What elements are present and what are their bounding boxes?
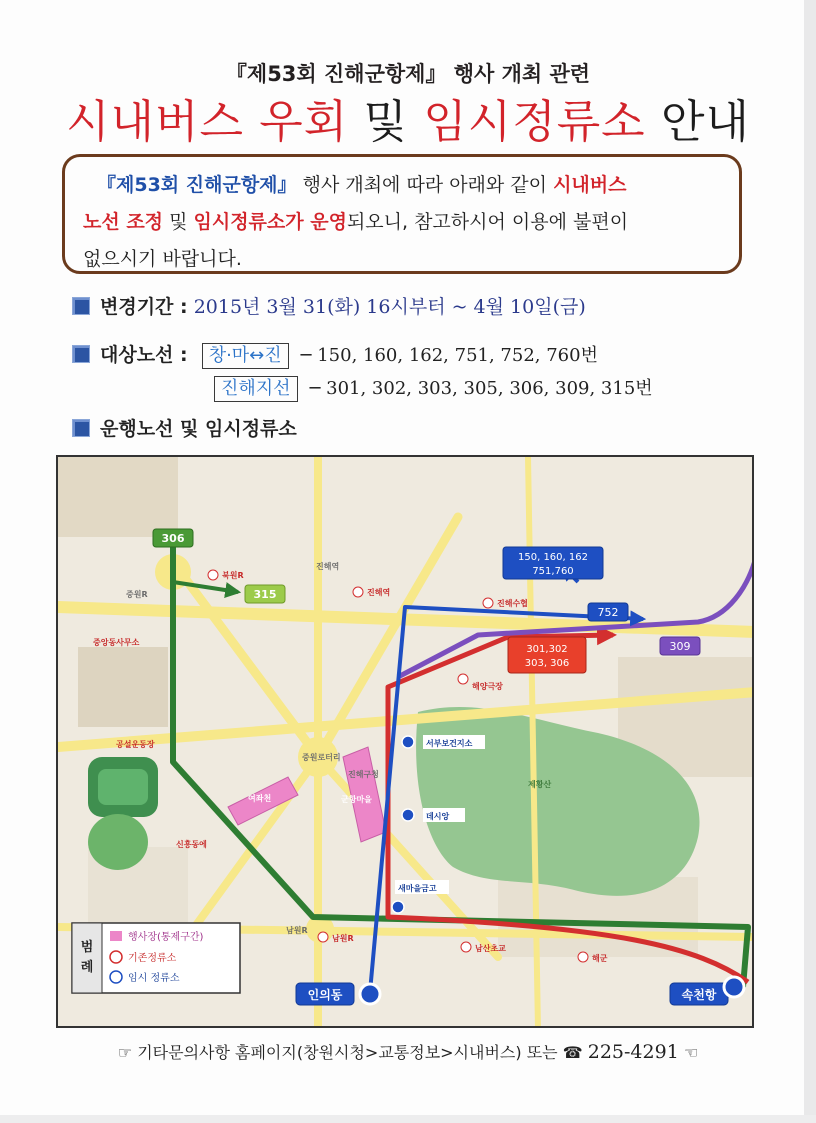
period-value: 2015년 3월 31(화) 16시부터 ~ 4월 10일(금): [193, 296, 586, 318]
target-group-1-name: 창·마↔진: [202, 343, 289, 369]
place-label: 진해수협: [497, 599, 528, 608]
place-label: 공설운동장: [116, 740, 155, 749]
place-label: 남원R: [332, 934, 354, 943]
terminal-right-dot: [724, 977, 744, 997]
tag-315-label: 315: [253, 588, 277, 601]
tag-315: [245, 585, 285, 603]
map-block: [58, 457, 178, 537]
bullet-square-icon: [72, 419, 90, 437]
place-label: 진해역: [316, 562, 340, 571]
place-label: 해양극장: [472, 682, 503, 691]
place-label: 중원R: [126, 590, 148, 599]
place-label: 제황산: [528, 780, 552, 789]
tag-150-line2: 751,760: [532, 566, 574, 577]
existing-stop-icon: [318, 932, 328, 942]
place-label: 중원로터리: [302, 753, 341, 762]
legend-title-cell: [72, 923, 102, 993]
notice-text-2: 되오니, 참고하시어 이용에 불편이: [346, 211, 629, 233]
tag-306-label: 306: [161, 532, 185, 545]
existing-stop-icon: [461, 942, 471, 952]
legend-item-2: 기존정류소: [128, 953, 177, 964]
target-group-2-name: 진해지선: [214, 376, 298, 402]
place-label: 진해역: [367, 588, 391, 597]
target-row-2: [214, 374, 653, 402]
pointing-hand-left-icon: ☞: [117, 1043, 133, 1062]
terminal-right-label: 속천항: [681, 988, 717, 1002]
place-label: 남산초교: [475, 944, 506, 953]
map-legend: [72, 923, 240, 993]
tag-301-line1: 301,302: [526, 644, 568, 655]
document-subtitle: 『제53회 진해군항제』 행사 개최 관련: [225, 62, 591, 86]
existing-stop-icon: [208, 570, 218, 580]
tag-301-line2: 303, 306: [524, 658, 570, 669]
target-row-1: [72, 340, 598, 369]
pointing-hand-right-icon: ☜: [683, 1043, 699, 1062]
bullet-square-icon: [72, 345, 90, 363]
terminal-left-label: 인의동: [307, 988, 343, 1002]
terminal-left-dot: [360, 984, 380, 1004]
stadium-field-inner: [98, 769, 148, 805]
phone-icon: ☎: [562, 1043, 583, 1062]
route-map-canvas: [58, 457, 754, 1028]
target-group-1-routes: ─ 150, 160, 162, 751, 752, 760번: [300, 345, 598, 366]
tag-150-group: [503, 547, 603, 579]
notice-highlight-route-change: 노선 조정: [83, 211, 164, 233]
place-label: 여좌천: [248, 794, 272, 803]
page-edge-right: [804, 0, 816, 1123]
place-label: 새마을금고: [398, 884, 437, 893]
map-block: [78, 647, 168, 727]
legend-event-area-icon: [110, 931, 122, 941]
bullet-square-icon: [72, 297, 90, 315]
notice-box: [62, 154, 742, 274]
title-part-and: 및: [363, 95, 408, 148]
temp-stop-icon: [392, 901, 404, 913]
place-label: 서부보건지소: [426, 739, 473, 748]
temp-stop-icon: [402, 736, 414, 748]
document-title: [0, 94, 816, 150]
tag-309: [660, 637, 700, 655]
legend-existing-stop-icon: [110, 951, 122, 963]
footer-contact: [0, 1040, 816, 1063]
period-row: [72, 292, 586, 319]
route-map: [56, 455, 754, 1028]
map-section-row: [72, 414, 297, 441]
tag-752-label: 752: [597, 606, 619, 619]
page-edge-bottom: [0, 1115, 816, 1123]
notice-text-1: 행사 개최에 따라 아래와 같이: [302, 174, 548, 196]
legend-title-a: 범: [80, 940, 94, 955]
place-label: 군항마을: [341, 795, 372, 804]
place-label: 남원R: [286, 926, 308, 935]
target-group-2-routes: ─ 301, 302, 303, 305, 306, 309, 315번: [309, 378, 653, 399]
notice-text-3: 없으시기 바랍니다.: [83, 248, 242, 270]
legend-title-b: 례: [80, 960, 94, 975]
notice-highlight-bus: 시내버스: [553, 174, 627, 196]
tag-306: [153, 529, 193, 547]
existing-stop-icon: [483, 598, 493, 608]
terminal-left: [296, 983, 380, 1005]
place-label: 신흥동에: [176, 840, 207, 849]
footer-text: 기타문의사항 홈페이지(창원시청>교통정보>시내버스) 또는: [137, 1043, 558, 1062]
tag-309-label: 309: [669, 640, 691, 653]
title-part-bus-detour: 시내버스 우회: [66, 95, 349, 148]
legend-item-3: 임시 정류소: [128, 973, 180, 984]
existing-stop-icon: [353, 587, 363, 597]
notice-highlight-temp-stop: 임시정류소가 운영: [193, 211, 347, 233]
map-section-label: 운행노선 및 임시정류소: [100, 418, 297, 440]
legend-temp-stop-icon: [110, 971, 122, 983]
existing-stop-icon: [578, 952, 588, 962]
place-label: 북원R: [222, 571, 244, 580]
baseball-field: [88, 814, 148, 870]
place-label: 데시앙: [426, 812, 450, 821]
existing-stop-icon: [458, 674, 468, 684]
place-label: 해군: [592, 954, 608, 963]
notice-text-and: 및: [169, 211, 188, 233]
title-part-temp-stops: 임시정류소: [423, 95, 646, 148]
footer-phone: 225-4291: [587, 1041, 679, 1063]
tag-301-group: [508, 637, 586, 673]
title-part-guide: 안내: [660, 95, 750, 148]
temp-stop-icon: [402, 809, 414, 821]
legend-item-1: 행사장(통제구간): [128, 932, 204, 943]
tag-752: [588, 603, 628, 621]
target-label: 대상노선 :: [100, 344, 188, 366]
period-label: 변경기간 :: [100, 296, 188, 318]
place-label: 중앙동사무소: [93, 638, 140, 647]
tag-150-line1: 150, 160, 162: [518, 552, 588, 563]
notice-event-name: 『제53회 진해군항제』: [97, 174, 297, 196]
place-label: 진해구청: [348, 770, 379, 779]
